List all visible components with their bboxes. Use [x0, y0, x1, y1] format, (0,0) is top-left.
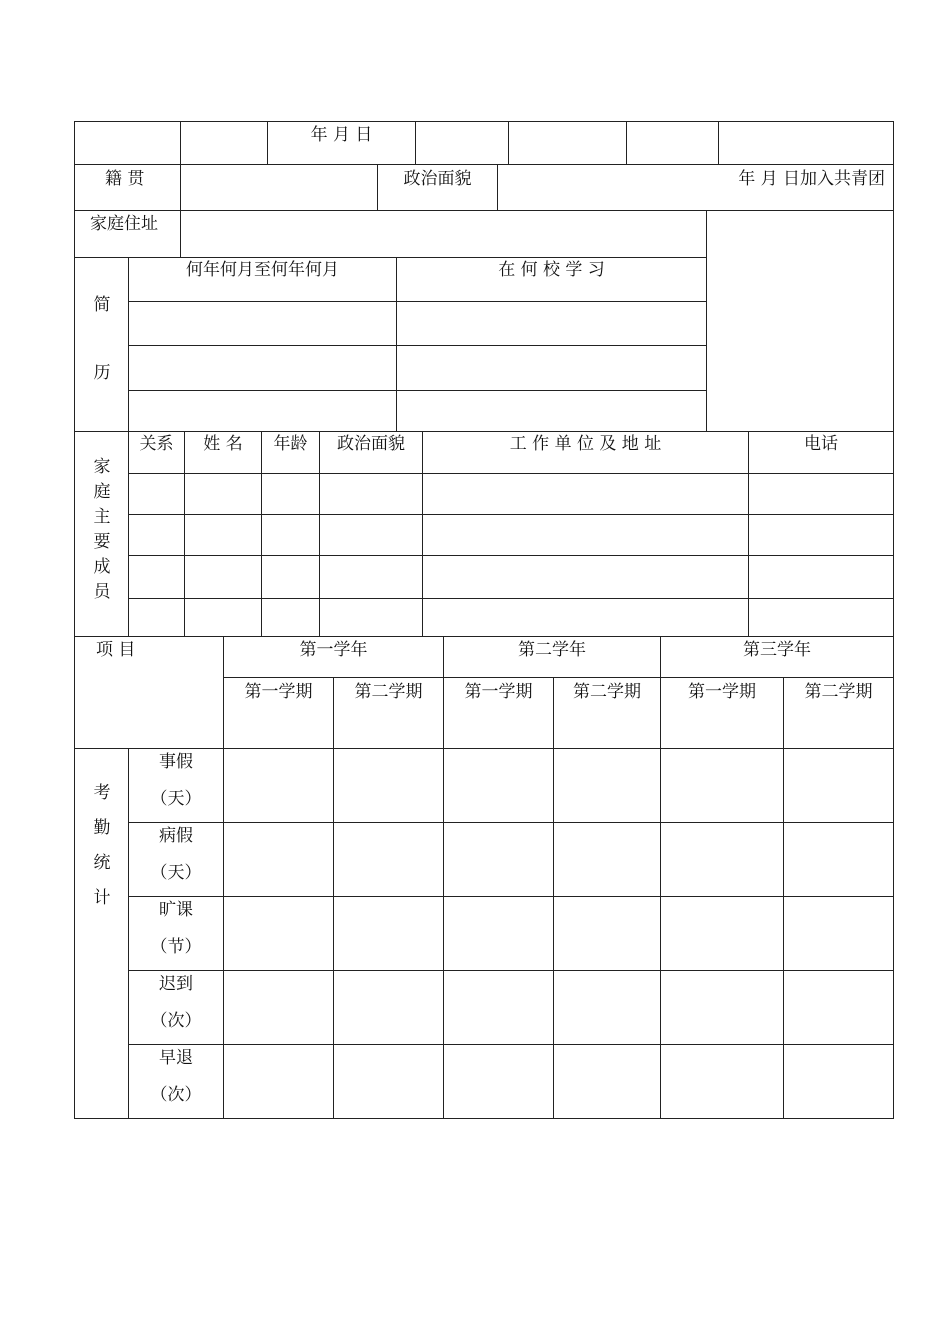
family-row-cell	[319, 598, 423, 637]
attendance-side-char: 勤	[93, 818, 111, 838]
family-row-cell	[319, 473, 423, 515]
semester-header	[223, 677, 334, 749]
native-place-label: 籍 贯	[105, 169, 145, 189]
age-label: 年龄	[273, 434, 308, 454]
native-place-value-cell	[180, 164, 378, 211]
attendance-value-cell	[223, 748, 334, 823]
family-row-cell	[319, 514, 423, 556]
resume-row-2-school	[396, 345, 707, 391]
row1-cell-7	[718, 121, 894, 165]
family-row-cell	[261, 514, 320, 556]
family-row-cell	[422, 598, 749, 637]
attendance-label-cell	[128, 896, 224, 971]
attendance-value-cell	[333, 896, 444, 971]
attendance-value-cell	[553, 1044, 661, 1119]
league-join-label: 年 月 日加入共青团	[738, 169, 885, 189]
resume-row-2-period	[128, 345, 397, 391]
birth-date-label: 年 月 日	[310, 125, 373, 145]
family-side-char: 员	[93, 582, 111, 602]
year-1-header	[223, 636, 444, 678]
attendance-side-cell	[74, 748, 129, 1119]
resume-side-cell	[74, 257, 129, 432]
family-header-political	[319, 431, 423, 474]
attendance-label-cell	[128, 1044, 224, 1119]
semester-header	[443, 677, 554, 749]
semester-header	[660, 677, 784, 749]
family-row-cell	[261, 555, 320, 599]
native-place-label-cell	[74, 164, 181, 211]
attendance-value-cell	[783, 1044, 894, 1119]
semester-header	[553, 677, 661, 749]
family-side-cell	[74, 431, 129, 637]
attendance-value-cell	[333, 822, 444, 897]
family-row-cell	[319, 555, 423, 599]
family-row-cell	[128, 598, 185, 637]
attendance-value-cell	[553, 822, 661, 897]
family-header-relation	[128, 431, 185, 474]
attendance-value-cell	[660, 822, 784, 897]
attendance-value-cell	[660, 748, 784, 823]
attendance-label-cell	[128, 748, 224, 823]
attendance-value-cell	[443, 896, 554, 971]
family-row-cell	[128, 555, 185, 599]
family-header-age	[261, 431, 320, 474]
attendance-value-cell	[443, 970, 554, 1045]
family-side-char: 主	[93, 507, 111, 527]
family-header-workplace	[422, 431, 749, 474]
attendance-label-cell	[128, 822, 224, 897]
resume-side-bottom: 历	[93, 363, 111, 383]
family-side-char: 家	[93, 457, 111, 477]
family-row-cell	[184, 473, 262, 515]
attendance-side-char: 考	[93, 783, 111, 803]
address-label-cell	[74, 210, 181, 258]
semester-label: 第一学期	[464, 682, 533, 702]
row1-cell-2	[180, 121, 268, 165]
attendance-unit: （天）	[150, 789, 202, 809]
attendance-value-cell	[223, 970, 334, 1045]
family-row-cell	[748, 473, 894, 515]
attendance-value-cell	[333, 748, 444, 823]
political-label-cell	[377, 164, 498, 211]
family-row-cell	[748, 555, 894, 599]
attendance-value-cell	[553, 896, 661, 971]
resume-row-3-school	[396, 390, 707, 432]
resume-row-3-period	[128, 390, 397, 432]
attendance-value-cell	[223, 896, 334, 971]
phone-label: 电话	[804, 434, 838, 454]
attendance-side-char: 计	[93, 888, 111, 908]
resume-period-header	[128, 257, 397, 302]
family-side-char: 庭	[93, 482, 111, 502]
semester-header	[783, 677, 894, 749]
item-label-cell	[74, 636, 224, 749]
family-header-phone	[748, 431, 894, 474]
attendance-label-cell	[128, 970, 224, 1045]
political-label: 政治面貌	[337, 434, 405, 454]
attendance-unit: （次）	[150, 1085, 202, 1105]
resume-row-1-period	[128, 301, 397, 346]
political-status-label: 政治面貌	[403, 169, 472, 189]
family-row-cell	[184, 514, 262, 556]
home-address-label: 家庭住址	[90, 214, 158, 234]
year-2-header	[443, 636, 661, 678]
row1-cell-5	[508, 121, 627, 165]
attendance-value-cell	[783, 896, 894, 971]
attendance-type: 病假	[159, 826, 193, 846]
family-row-cell	[128, 473, 185, 515]
resume-side-top: 简	[93, 295, 111, 315]
family-row-cell	[422, 514, 749, 556]
attendance-value-cell	[783, 748, 894, 823]
resume-school-label: 在 何 校 学 习	[498, 260, 605, 280]
attendance-value-cell	[223, 1044, 334, 1119]
attendance-value-cell	[333, 1044, 444, 1119]
name-label: 姓 名	[203, 434, 243, 454]
semester-label: 第一学期	[688, 682, 756, 702]
attendance-value-cell	[443, 822, 554, 897]
semester-label: 第二学期	[354, 682, 423, 702]
photo-cell	[706, 210, 894, 432]
family-row-cell	[748, 598, 894, 637]
semester-label: 第一学期	[244, 682, 313, 702]
family-row-cell	[128, 514, 185, 556]
workplace-label: 工 作 单 位 及 地 址	[509, 434, 662, 454]
attendance-unit: （次）	[150, 1011, 202, 1031]
family-side-char: 要	[93, 532, 111, 552]
attendance-value-cell	[223, 822, 334, 897]
attendance-value-cell	[660, 970, 784, 1045]
attendance-type: 迟到	[159, 974, 193, 994]
attendance-value-cell	[783, 822, 894, 897]
family-row-cell	[184, 555, 262, 599]
family-row-cell	[184, 598, 262, 637]
row1-cell-1	[74, 121, 181, 165]
attendance-type: 旷课	[159, 900, 193, 920]
year-1-label: 第一学年	[299, 640, 368, 660]
attendance-value-cell	[443, 1044, 554, 1119]
family-row-cell	[422, 555, 749, 599]
attendance-unit: （节）	[150, 937, 202, 957]
semester-header	[333, 677, 444, 749]
attendance-value-cell	[660, 1044, 784, 1119]
attendance-value-cell	[443, 748, 554, 823]
family-row-cell	[261, 598, 320, 637]
family-header-name	[184, 431, 262, 474]
resume-row-1-school	[396, 301, 707, 346]
row1-date-cell	[267, 121, 416, 165]
resume-school-header	[396, 257, 707, 302]
row1-cell-4	[415, 121, 509, 165]
family-row-cell	[748, 514, 894, 556]
semester-label: 第二学期	[804, 682, 873, 702]
family-side-char: 成	[93, 557, 111, 577]
attendance-type: 早退	[159, 1048, 193, 1068]
resume-period-label: 何年何月至何年何月	[186, 260, 339, 280]
semester-label: 第二学期	[573, 682, 641, 702]
address-value-cell	[180, 210, 707, 258]
attendance-value-cell	[333, 970, 444, 1045]
attendance-unit: （天）	[150, 863, 202, 883]
item-label: 项 目	[96, 640, 136, 660]
attendance-value-cell	[783, 970, 894, 1045]
political-value-cell	[497, 164, 894, 211]
year-3-label: 第三学年	[743, 640, 811, 660]
attendance-value-cell	[553, 748, 661, 823]
family-row-cell	[422, 473, 749, 515]
attendance-value-cell	[553, 970, 661, 1045]
year-3-header	[660, 636, 894, 678]
relation-label: 关系	[139, 434, 174, 454]
family-row-cell	[261, 473, 320, 515]
year-2-label: 第二学年	[518, 640, 586, 660]
row1-cell-6	[626, 121, 719, 165]
attendance-side-char: 统	[93, 853, 111, 873]
attendance-value-cell	[660, 896, 784, 971]
attendance-type: 事假	[159, 752, 193, 772]
